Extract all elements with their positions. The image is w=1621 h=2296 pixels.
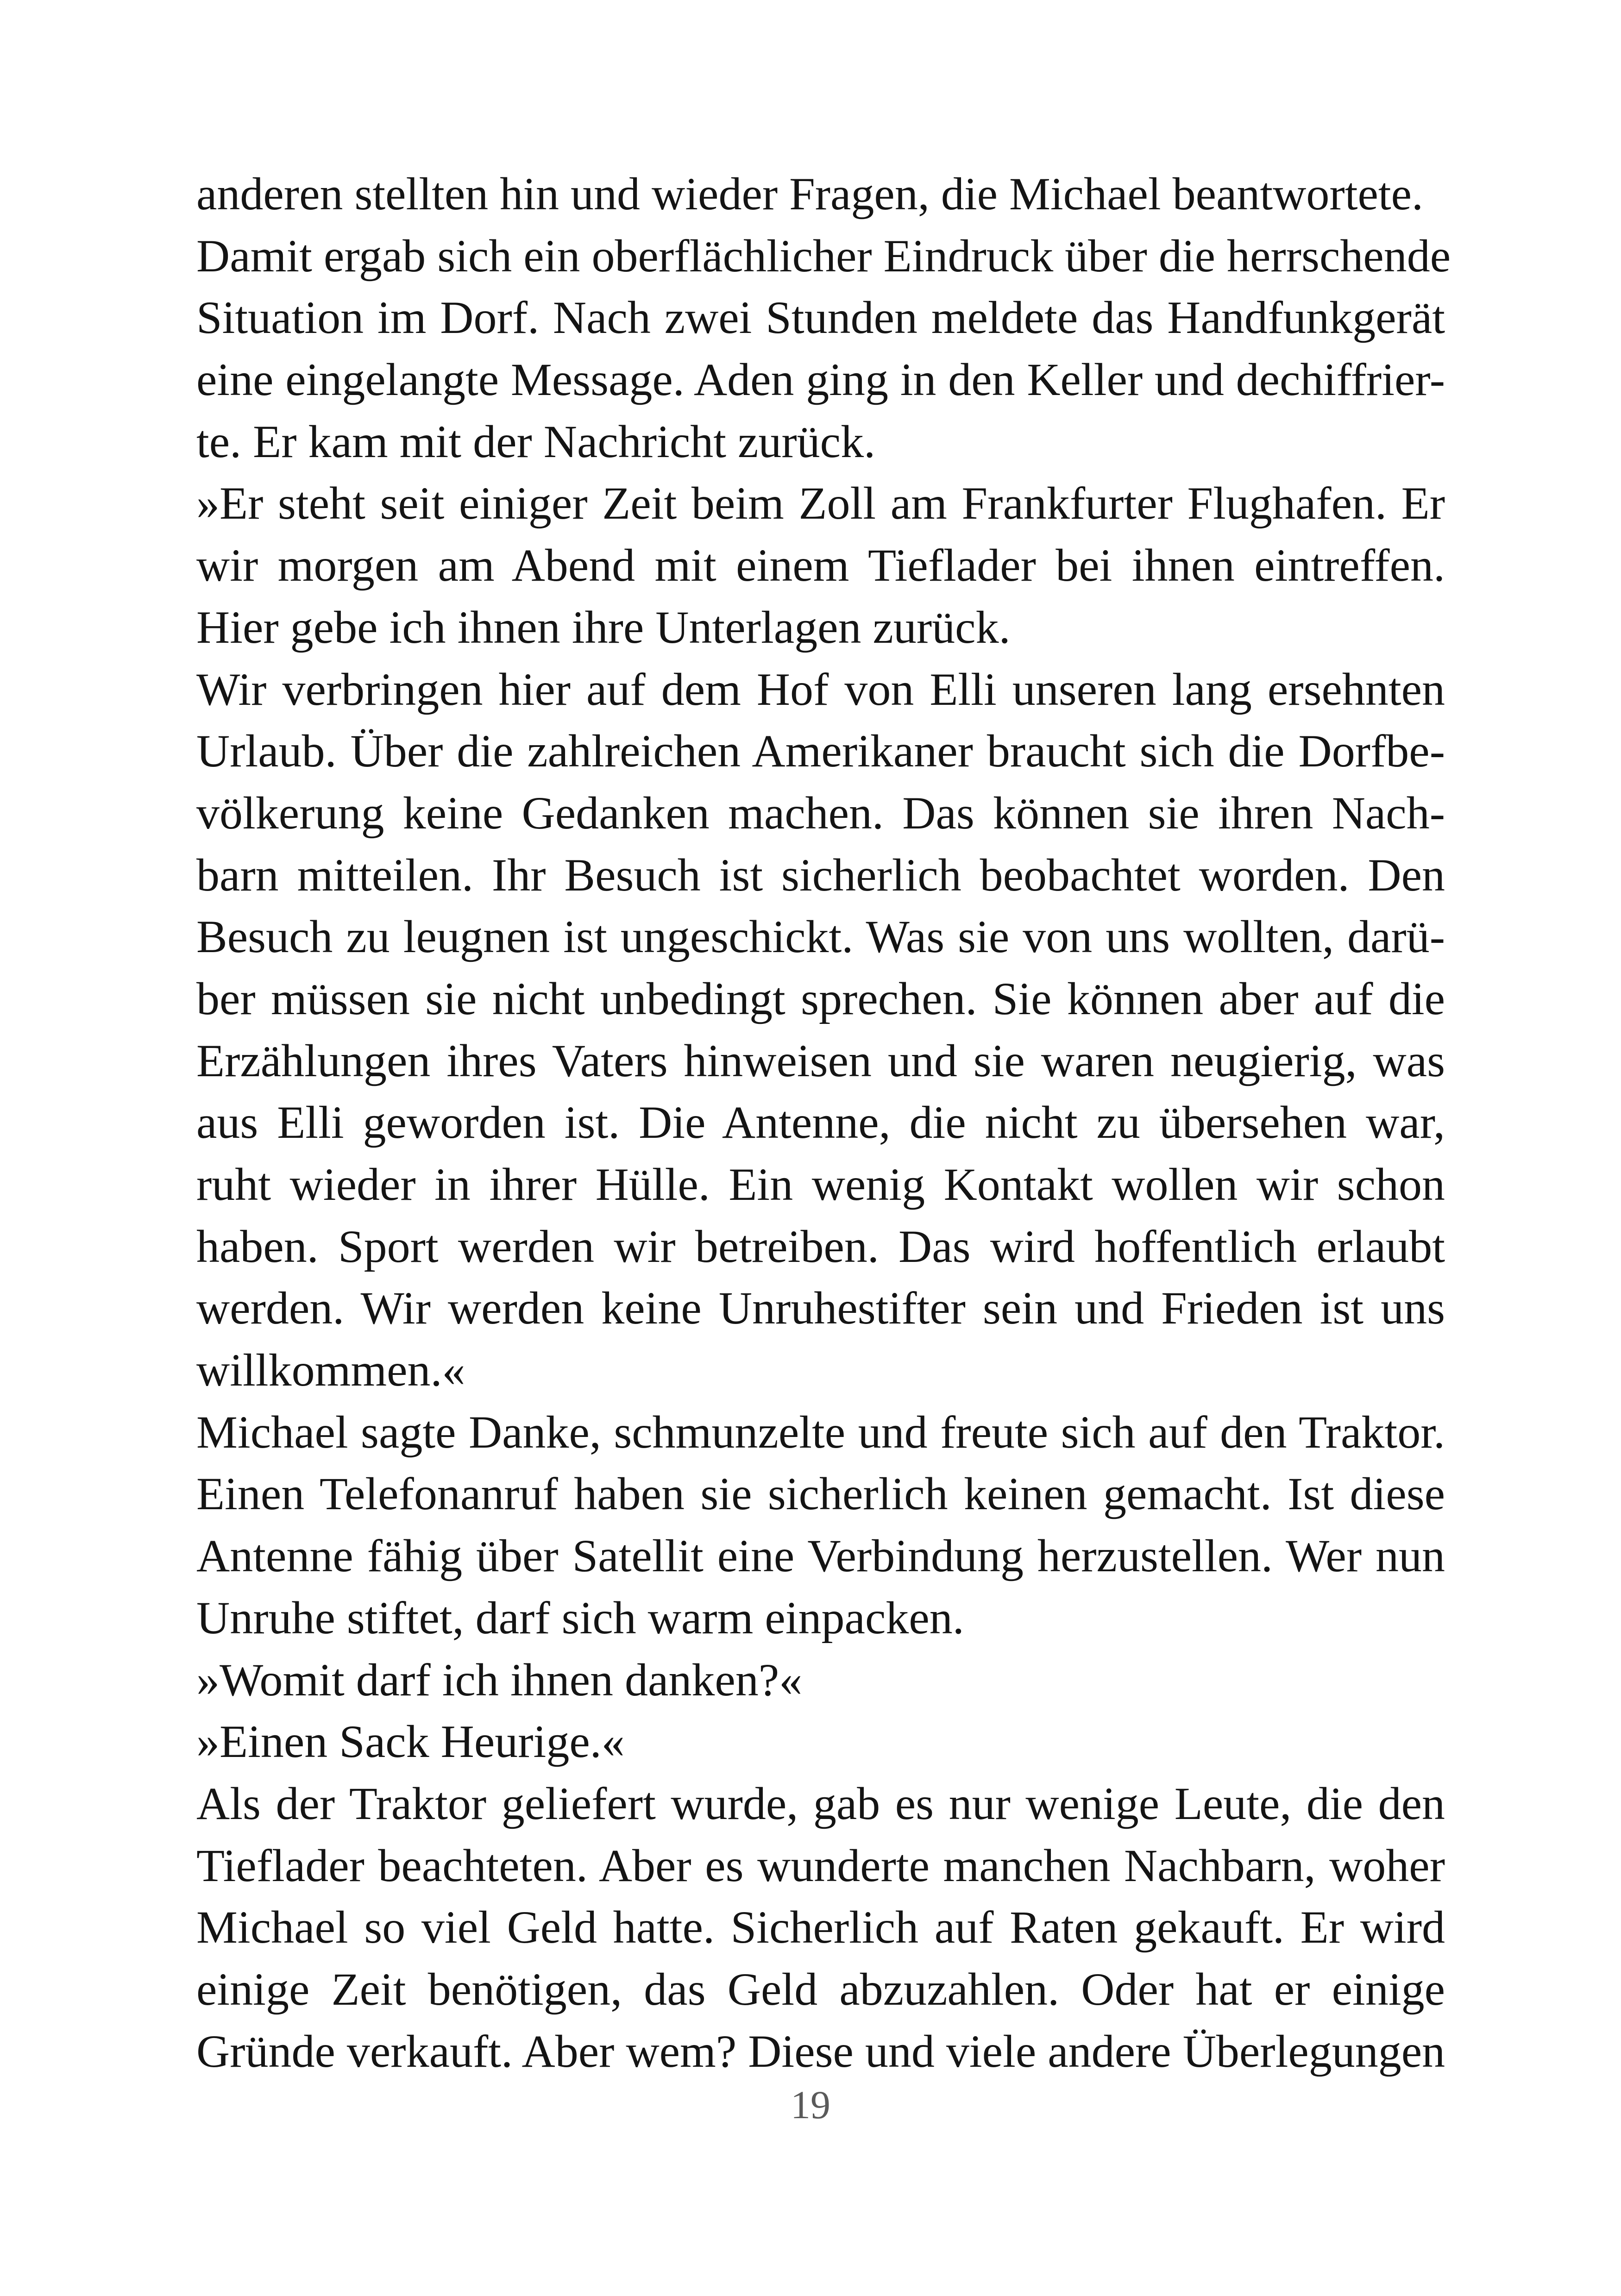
page-number: 19 bbox=[791, 2083, 830, 2127]
text-line: Gründe verkauft. Aber wem? Diese und viele andere Überlegungen bbox=[196, 2025, 1445, 2077]
text-line: völkerung keine Gedanken machen. Das können sie ihren Nach- bbox=[196, 787, 1445, 839]
text-line: Einen Telefonanruf haben sie sicherlich keinen gemacht. Ist diese bbox=[196, 1468, 1445, 1520]
text-line: wir morgen am Abend mit einem Tieflader bei ihnen eintreffen. bbox=[196, 539, 1445, 591]
text-line: Situation im Dorf. Nach zwei Stunden meldete das Handfunkgerät bbox=[196, 292, 1445, 344]
text-line: Erzählungen ihres Vaters hinweisen und sie waren neugierig, was bbox=[196, 1035, 1445, 1086]
text-line: haben. Sport werden wir betreiben. Das wird hoffentlich erlaubt bbox=[196, 1220, 1445, 1272]
text-line: Damit ergab sich ein oberflächlicher Eindruck über die herrschende bbox=[196, 230, 1451, 282]
text-line: Unruhe stiftet, darf sich warm einpacken. bbox=[196, 1592, 964, 1644]
text-line: Tieflader beachteten. Aber es wunderte manchen Nachbarn, woher bbox=[196, 1839, 1445, 1891]
text-line: Urlaub. Über die zahlreichen Amerikaner braucht sich die Dorfbe- bbox=[196, 725, 1445, 777]
text-line: Michael so viel Geld hatte. Sicherlich auf Raten gekauft. Er wird bbox=[196, 1901, 1445, 1953]
text-line: aus Elli geworden ist. Die Antenne, die nicht zu übersehen war, bbox=[196, 1097, 1445, 1148]
text-line: Hier gebe ich ihnen ihre Unterlagen zurück. bbox=[196, 601, 1011, 653]
text-line: Michael sagte Danke, schmunzelte und freute sich auf den Traktor. bbox=[196, 1406, 1445, 1458]
text-line: Antenne fähig über Satellit eine Verbindung herzustellen. Wer nun bbox=[196, 1530, 1445, 1582]
text-line: te. Er kam mit der Nachricht zurück. bbox=[196, 415, 876, 467]
text-line: barn mitteilen. Ihr Besuch ist sicherlich beobachtet worden. Den bbox=[196, 849, 1445, 901]
text-line: ruht wieder in ihrer Hülle. Ein wenig Kontakt wollen wir schon bbox=[196, 1159, 1445, 1210]
text-line: Als der Traktor geliefert wurde, gab es nur wenige Leute, die den bbox=[196, 1777, 1445, 1829]
text-line: einige Zeit benötigen, das Geld abzuzahlen. Oder hat er einige bbox=[196, 1963, 1445, 2015]
text-line: »Womit darf ich ihnen danken?« bbox=[196, 1654, 803, 1706]
text-line: ber müssen sie nicht unbedingt sprechen. Sie können aber auf die bbox=[196, 972, 1445, 1024]
text-line: eine eingelangte Message. Aden ging in den Keller und dechiffrier- bbox=[196, 354, 1445, 406]
text-line: willkommen.« bbox=[196, 1344, 465, 1396]
text-line: »Einen Sack Heurige.« bbox=[196, 1716, 625, 1768]
text-line: anderen stellten hin und wieder Fragen, die Michael beantwortete. bbox=[196, 168, 1424, 220]
body-text bbox=[196, 163, 1451, 2082]
text-line: »Er steht seit einiger Zeit beim Zoll am Frankfurter Flughafen. Er bbox=[196, 477, 1445, 529]
text-line: Wir verbringen hier auf dem Hof von Elli unseren lang ersehnten bbox=[196, 663, 1445, 715]
text-line: Besuch zu leugnen ist ungeschickt. Was sie von uns wollten, darü- bbox=[196, 911, 1445, 963]
text-line: werden. Wir werden keine Unruhestifter sein und Frieden ist uns bbox=[196, 1282, 1445, 1334]
